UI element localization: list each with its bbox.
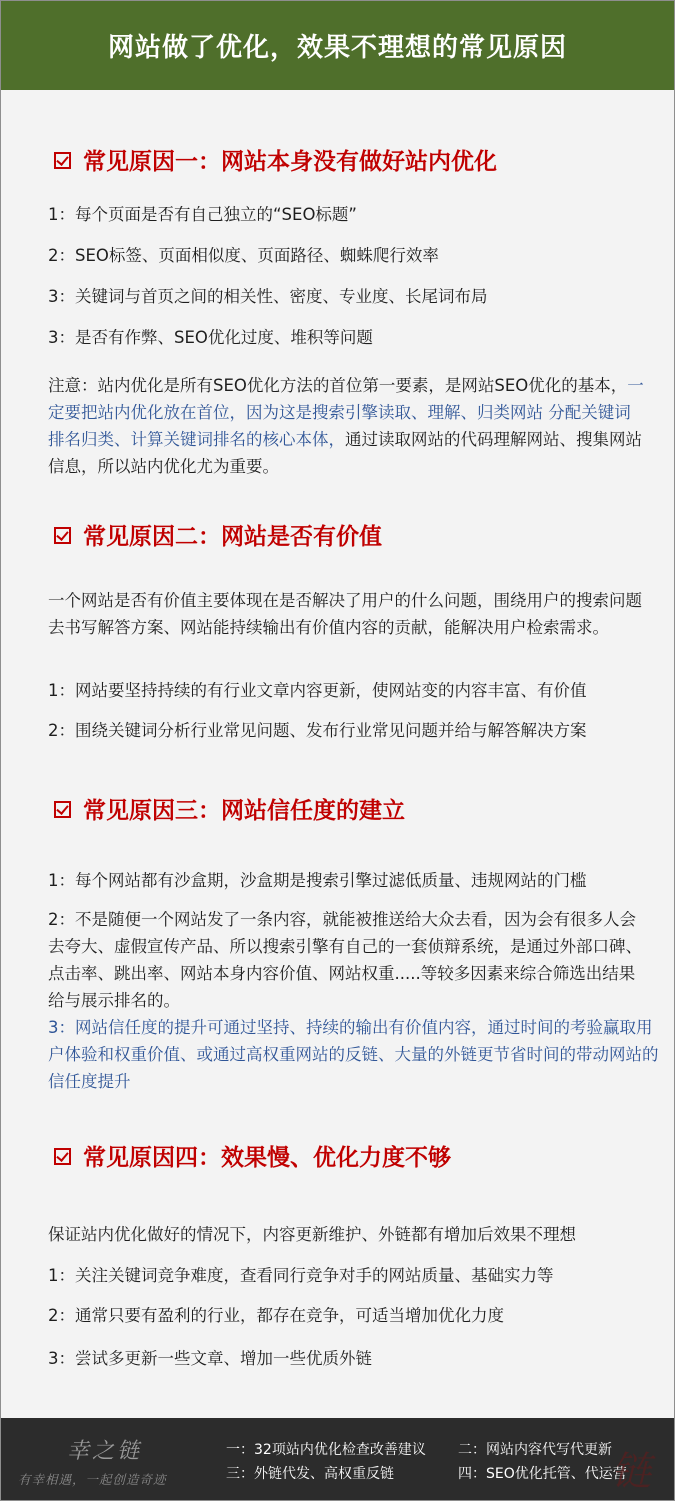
note-prefix: 注意：站内优化是所有SEO优化方法的首位第一要素，是网站SEO优化的基本， [48, 376, 628, 395]
page-title: 网站做了优化，效果不理想的常见原因 [107, 33, 567, 63]
checkbox-icon [54, 801, 71, 818]
section-title-4 [54, 1139, 451, 1172]
section-title-3 [54, 792, 405, 825]
service-item: 三：外链代发、高权重反链 [226, 1466, 394, 1482]
list-item: 3：是否有作弊、SEO优化过度、堆积等问题 [48, 328, 373, 347]
checkbox-icon [54, 527, 71, 544]
intro-paragraph: 一个网站是否有价值主要体现在是否解决了用户的什么问题，围绕用户的搜索问题去书写解答方案、网站能持续输出有价值内容的贡献，能解决用户检索需求。 [48, 591, 642, 637]
section-title-text: 常见原因三：网站信任度的建立 [83, 798, 405, 824]
list-item-highlight: 3：网站信任度的提升可通过坚持、持续的输出有价值内容，通过时间的考验赢取用户体验和权重价值、或通过高权重网站的反链、大量的外链更节省时间的带动网站的信任度提升 [48, 1018, 659, 1091]
section-title-text: 常见原因四：效果慢、优化力度不够 [83, 1145, 451, 1171]
list-item: 3：关键词与首页之间的相关性、密度、专业度、长尾词布局 [48, 287, 488, 306]
list-item: 1：每个页面是否有自己独立的“SEO标题” [48, 205, 357, 224]
section-title-text: 常见原因一：网站本身没有做好站内优化 [83, 149, 497, 175]
section-title-text: 常见原因二：网站是否有价值 [83, 524, 382, 550]
checkbox-icon [54, 152, 71, 169]
service-item: 二：网站内容代写代更新 [458, 1442, 612, 1458]
list-item: 2：通常只要有盈利的行业，都存在竞争，可适当增加优化力度 [48, 1306, 504, 1325]
header-banner [1, 1, 674, 90]
service-item: 一：32项站内优化检查改善建议 [226, 1442, 426, 1458]
note-suffix: 通过读取网站的代码理解网站、搜集网站信息，所以站内优化尤为重要。 [48, 430, 642, 476]
service-item: 四：SEO优化托管、代运营 [458, 1466, 627, 1482]
list-item: 2：SEO标签、页面相似度、页面路径、蜘蛛爬行效率 [48, 246, 439, 265]
footer [1, 1418, 674, 1500]
brand-slogan: 有幸相遇，一起创造奇迹 [18, 1472, 167, 1487]
note-highlight: 一定要把站内优化放在首位，因为这是搜索引擎读取、理解、归类网站 分配关键词排名归类、计算关键词排名的核心本体， [48, 376, 644, 449]
section-title-2 [54, 518, 382, 551]
list-item: 2：围绕关键词分析行业常见问题、发布行业常见问题并给与解答解决方案 [48, 721, 587, 740]
section-title-1 [54, 143, 497, 176]
list-item: 2：不是随便一个网站发了一条内容，就能被推送给大众去看，因为会有很多人会去夸大、虚假宣传产品、所以搜索引擎有自己的一套侦辩系统，是通过外部口碑、点击率、跳出率、网站本身内容价值、网站权重.....等较多因素来综合筛选出结果给与展示排名的。 [48, 910, 642, 1010]
checkbox-icon [54, 1148, 71, 1165]
seal-stamp: 链 [611, 1449, 651, 1495]
list-item: 1：网站要坚持持续的有行业文章内容更新，使网站变的内容丰富、有价值 [48, 681, 587, 700]
list-item: 3：尝试多更新一些文章、增加一些优质外链 [48, 1349, 372, 1368]
list-item: 1：关注关键词竞争难度，查看同行竞争对手的网站质量、基础实力等 [48, 1266, 554, 1285]
note-paragraph [48, 372, 646, 480]
brand-logo: 幸之链 [67, 1439, 143, 1464]
list-item: 1：每个网站都有沙盒期，沙盒期是搜索引擎过滤低质量、违规网站的门槛 [48, 871, 587, 890]
intro-paragraph: 保证站内优化做好的情况下，内容更新维护、外链都有增加后效果不理想 [48, 1225, 576, 1244]
